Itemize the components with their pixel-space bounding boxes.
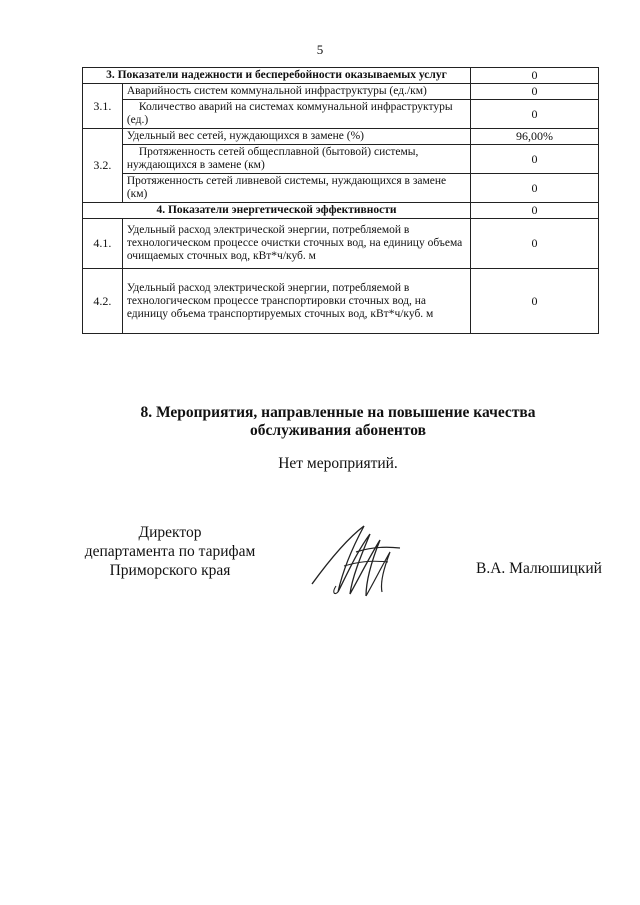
indicator-description: Протяженность сетей общесплавной (бытовой) системы, нуждающихся в замене (км) bbox=[122, 145, 470, 174]
row-number-3-1: 3.1. bbox=[83, 84, 123, 129]
position-line-1: Директор bbox=[138, 524, 202, 541]
row-number-3-2: 3.2. bbox=[83, 129, 123, 203]
table-row bbox=[83, 145, 599, 174]
indicator-description: Удельный расход электрической энергии, потребляемой в технологическом процессе очистки сточных вод, на единицу объема очищаемых сточных вод, кВт*ч/куб. м bbox=[122, 219, 470, 269]
handwritten-signature bbox=[308, 522, 408, 607]
section-4-header: 4. Показатели энергетической эффективности bbox=[83, 203, 471, 219]
section-8-title bbox=[0, 404, 640, 440]
indicator-value: 0 bbox=[470, 84, 598, 100]
table-row bbox=[83, 68, 599, 84]
indicator-description: Протяженность сетей ливневой системы, нуждающихся в замене (км) bbox=[122, 174, 470, 203]
section-4-value: 0 bbox=[470, 203, 598, 219]
table-row bbox=[83, 203, 599, 219]
director-position bbox=[80, 523, 260, 580]
section-3-value: 0 bbox=[470, 68, 598, 84]
indicator-value: 0 bbox=[470, 219, 598, 269]
indicator-value: 96,00% bbox=[470, 129, 598, 145]
indicator-value: 0 bbox=[470, 145, 598, 174]
row-number-4-1: 4.1. bbox=[83, 219, 123, 269]
table-row bbox=[83, 84, 599, 100]
table-row bbox=[83, 100, 599, 129]
section-8-title-line-2: обслуживания абонентов bbox=[250, 422, 426, 439]
indicator-description: Аварийность систем коммунальной инфраструктуры (ед./км) bbox=[122, 84, 470, 100]
indicator-value: 0 bbox=[470, 269, 598, 334]
row-number-4-2: 4.2. bbox=[83, 269, 123, 334]
signer-name: В.А. Малюшицкий bbox=[476, 560, 602, 577]
indicators-table bbox=[82, 67, 599, 334]
section-8-title-line-1: 8. Мероприятия, направленные на повышение качества bbox=[140, 404, 536, 421]
indicator-value: 0 bbox=[470, 174, 598, 203]
signature-icon bbox=[308, 522, 408, 602]
position-line-2: департамента по тарифам bbox=[84, 543, 256, 560]
position-line-3: Приморского края bbox=[109, 562, 231, 579]
page-number: 5 bbox=[316, 42, 324, 57]
table-row bbox=[83, 129, 599, 145]
section-3-header: 3. Показатели надежности и бесперебойности оказываемых услуг bbox=[83, 68, 471, 84]
table-row bbox=[83, 269, 599, 334]
indicator-description: Удельный расход электрической энергии, потребляемой в технологическом процессе транспортировки сточных вод, на единицу объема транспортируемых сточных вод, кВт*ч/куб. м bbox=[122, 269, 470, 334]
indicator-value: 0 bbox=[470, 100, 598, 129]
indicator-description: Удельный вес сетей, нуждающихся в замене (%) bbox=[122, 129, 470, 145]
table-row bbox=[83, 174, 599, 203]
no-measures-text: Нет мероприятий. bbox=[278, 455, 398, 472]
table-row bbox=[83, 219, 599, 269]
indicator-description: Количество аварий на системах коммунальной инфраструктуры (ед.) bbox=[122, 100, 470, 129]
